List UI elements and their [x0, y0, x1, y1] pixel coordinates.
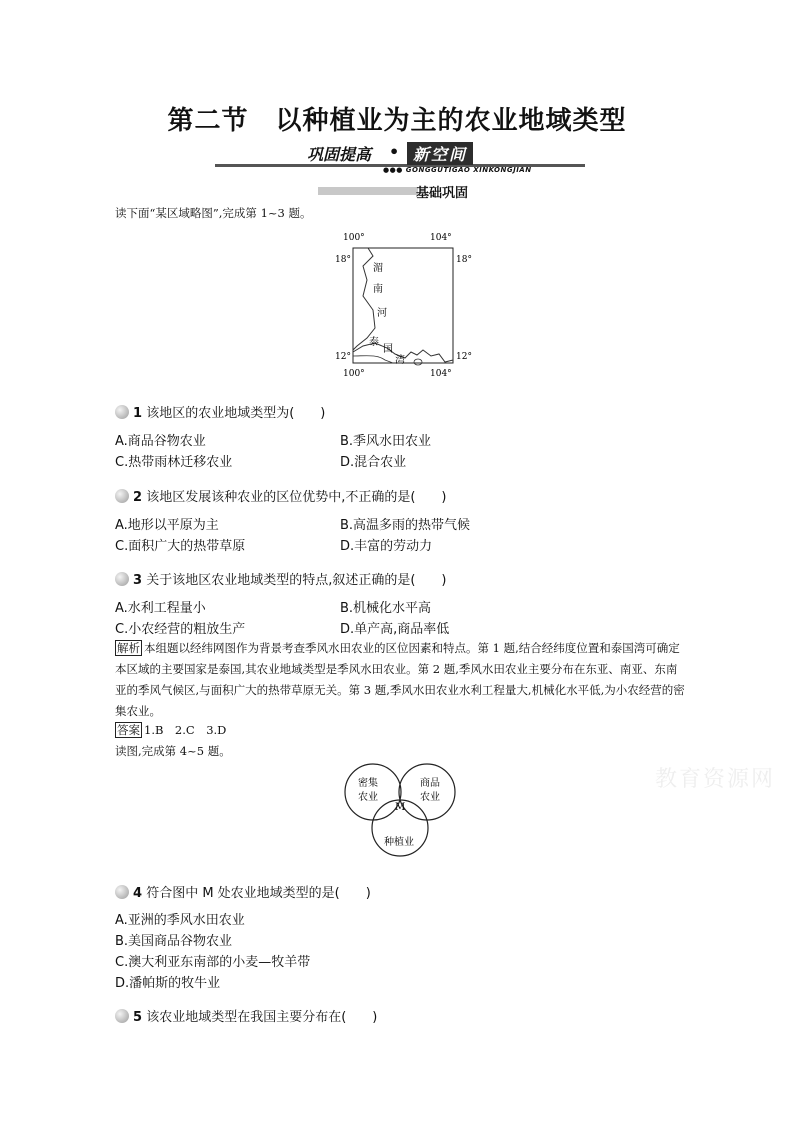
lat-top-left: 18°: [335, 255, 351, 265]
section-heading: [318, 182, 514, 200]
question-text: 该地区的农业地域类型为( ): [146, 406, 326, 421]
region-map: [335, 228, 472, 379]
section-bar: [318, 187, 418, 195]
question-bullet-icon: [115, 885, 129, 899]
intro-1-3: 读下面“某区域略图”,完成第 1~3 题。: [115, 206, 312, 220]
watermark: 教育资源网: [655, 767, 776, 792]
question-number: 2: [133, 490, 143, 505]
banner-left: 巩固提高: [307, 145, 372, 164]
question-3: [115, 569, 446, 588]
q1-option-b: B.季风水田农业: [340, 434, 432, 449]
question-number: 4: [133, 886, 143, 901]
question-1: [115, 402, 325, 421]
lat-bottom-left: 12°: [335, 352, 351, 362]
question-number: 5: [133, 1010, 143, 1025]
map-label-nan: 南: [373, 284, 383, 295]
coastline-inner: [353, 356, 393, 363]
venn-label-c2b: 农业: [420, 792, 440, 803]
lon-left-top: 100°: [343, 233, 365, 243]
q2-option-a: A.地形以平原为主: [115, 518, 219, 533]
venn-diagram: [340, 760, 460, 860]
river-path: [353, 248, 375, 350]
explanation: [115, 638, 685, 722]
venn-label-c2a: 商品: [420, 778, 440, 789]
venn-label-c1b: 农业: [358, 792, 378, 803]
question-bullet-icon: [115, 572, 129, 586]
answer-line: [115, 722, 226, 738]
lat-top-right: 18°: [456, 255, 472, 265]
q1-option-a: A.商品谷物农业: [115, 434, 206, 449]
q3-option-b: B.机械化水平高: [340, 601, 432, 616]
map-label-mei: 湄: [373, 263, 383, 274]
answer-text: 1.B 2.C 3.D: [144, 723, 227, 737]
question-bullet-icon: [115, 489, 129, 503]
q2-option-b: B.高温多雨的热带气候: [340, 518, 471, 533]
question-bullet-icon: [115, 1009, 129, 1023]
banner-dot: •: [389, 142, 400, 161]
section-banner: [215, 142, 585, 176]
explanation-text: 本组题以经纬网图作为背景考查季风水田农业的区位因素和特点。第 1 题,结合经纬度位置和泰国湾可确定本区域的主要国家是泰国,其农业地域类型是季风水田农业。第 2 题,季风水田农业主要分布在东亚、南亚、东南亚的季风气候区,与面积广大的热带草原无关。第 3 题,季风水田农业水利工程量大,机械化水平低,为小农经营的密集农业。: [115, 641, 685, 718]
question-number: 3: [133, 573, 143, 588]
q3-option-c: C.小农经营的粗放生产: [115, 622, 246, 637]
explanation-tag: 解析: [117, 641, 140, 655]
question-text: 该地区发展该种农业的区位优势中,不正确的是( ): [146, 490, 447, 505]
lon-left-bottom: 100°: [343, 369, 365, 379]
question-text: 关于该地区农业地域类型的特点,叙述正确的是( ): [146, 573, 447, 588]
lat-bottom-right: 12°: [456, 352, 472, 362]
island: [414, 359, 422, 365]
answer-tag: 答案: [117, 723, 140, 737]
lon-right-bottom: 104°: [430, 369, 452, 379]
question-number: 1: [133, 406, 143, 421]
banner-pinyin: ●●● GONGGUTIGAO XINKONGJIAN: [383, 166, 532, 174]
q1-option-c: C.热带雨林迁移农业: [115, 455, 233, 470]
map-label-tai: 泰: [369, 337, 379, 348]
venn-label-c1a: 密集: [358, 778, 378, 789]
question-text: 符合图中 M 处农业地域类型的是( ): [146, 886, 371, 901]
q4-option-a: A.亚洲的季风水田农业: [115, 913, 245, 928]
page-title: 第二节 以种植业为主的农业地域类型: [167, 106, 627, 136]
question-bullet-icon: [115, 405, 129, 419]
map-label-guo: 国: [383, 344, 393, 355]
q2-option-d: D.丰富的劳动力: [340, 539, 433, 554]
q4-option-c: C.澳大利亚东南部的小麦—牧羊带: [115, 955, 311, 970]
intro-4-5: 读图,完成第 4~5 题。: [115, 744, 231, 758]
section-title: 基础巩固: [416, 186, 469, 201]
q2-option-c: C.面积广大的热带草原: [115, 539, 246, 554]
q4-option-b: B.美国商品谷物农业: [115, 934, 233, 949]
question-2: [115, 486, 446, 505]
map-frame: [353, 248, 453, 363]
map-label-he: 河: [377, 308, 387, 319]
q3-option-d: D.单产高,商品率低: [340, 622, 450, 637]
q4-option-d: D.潘帕斯的牧牛业: [115, 976, 221, 991]
venn-label-c3: 种植业: [384, 837, 414, 848]
lon-right-top: 104°: [430, 233, 452, 243]
venn-center-m: M: [395, 802, 406, 813]
q3-option-a: A.水利工程量小: [115, 601, 206, 616]
question-5: [115, 1006, 377, 1025]
question-text: 该农业地域类型在我国主要分布在( ): [146, 1010, 378, 1025]
banner-right: 新空间: [407, 142, 473, 165]
question-4: [115, 882, 371, 901]
q1-option-d: D.混合农业: [340, 455, 407, 470]
map-label-wan: 湾: [395, 355, 405, 366]
